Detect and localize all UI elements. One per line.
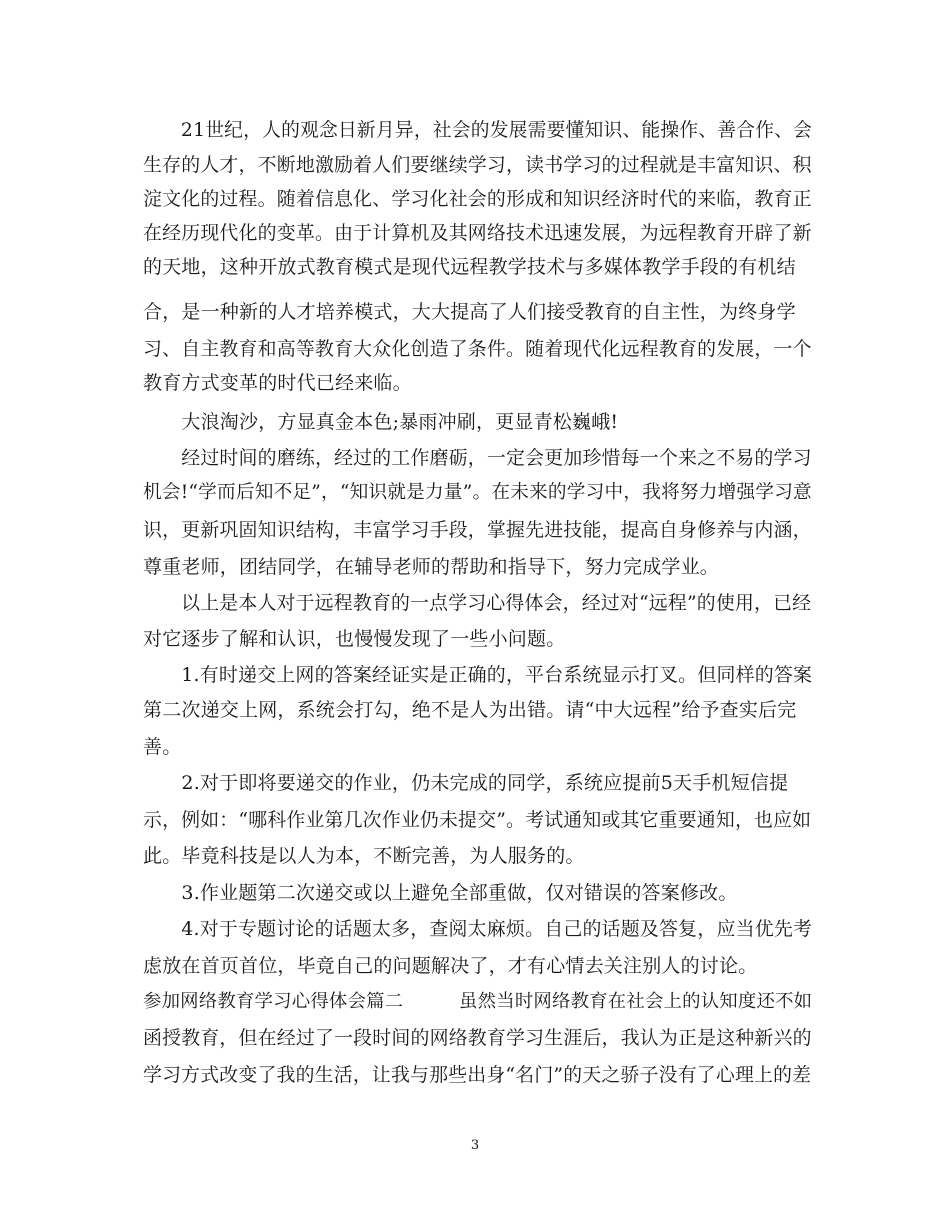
page-number: 3 <box>470 1138 480 1153</box>
text-line: 的天地，这种开放式教育模式是现代远程教学技术与多媒体教学手段的有机结 <box>143 256 796 278</box>
text-line: 合，是一种新的人才培养模式，大大提高了人们接受教育的自主性，为终身学 <box>143 301 796 323</box>
text-line: 对它逐步了解和认识，也慢慢发现了一些小问题。 <box>143 628 566 650</box>
text-line: 2.对于即将要递交的作业，仍未完成的同学，系统应提前5天手机短信提 <box>143 772 789 794</box>
text-line: 学习方式改变了我的生活，让我与那些出身“名门”的天之骄子没有了心理上的差 <box>143 1064 812 1086</box>
text-line: 大浪淘沙，方显真金本色;暴雨冲刷，更显青松巍峨! <box>143 411 619 433</box>
text-line: 以上是本人对于远程教育的一点学习心得体会，经过对“远程”的使用，已经 <box>143 592 812 614</box>
text-line: 习、自主教育和高等教育大众化创造了条件。随着现代化远程教育的发展，一个 <box>143 338 812 360</box>
text-line: 淀文化的过程。随着信息化、学习化社会的形成和知识经济时代的来临，教育正 <box>143 188 812 210</box>
text-line: 21世纪，人的观念日新月异，社会的发展需要懂知识、能操作、善合作、会 <box>143 120 813 141</box>
text-line: 第二次递交上网，系统会打勾，绝不是人为出错。请“中大远程”给予查实后完 <box>143 699 797 721</box>
text-line: 善。 <box>143 736 182 758</box>
text-line: 函授教育，但在经过了一段时间的网络教育学习生涯后，我认为正是这种新兴的 <box>143 1027 812 1049</box>
text-line: 经过时间的磨练，经过的工作磨砺，一定会更加珍惜每一个来之不易的学习 <box>143 447 812 469</box>
text-line: 尊重老师，团结同学，在辅导老师的帮助和指导下，努力完成学业。 <box>143 556 720 578</box>
text-line: 示，例如：“哪科作业第几次作业仍未提交”。考试通知或其它重要通知，也应如 <box>143 809 812 831</box>
text-line: 在经历现代化的变革。由于计算机及其网络技术迅速发展，为远程教育开辟了新 <box>143 222 812 244</box>
text-line: 生存的人才，不断地激励着人们要继续学习，读书学习的过程就是丰富知识、积 <box>143 154 812 176</box>
text-line: 1.有时递交上网的答案经证实是正确的，平台系统显示打叉。但同样的答案 <box>143 664 813 686</box>
text-line: 机会!“学而后知不足”，“知识就是力量”。在未来的学习中，我将努力增强学习意 <box>143 482 812 503</box>
text-line: 参加网络教育学习心得体会篇二 虽然当时网络教育在社会上的认知度还不如 <box>143 991 813 1012</box>
text-line: 此。毕竟科技是以人为本，不断完善，为人服务的。 <box>143 845 585 867</box>
text-line: 识，更新巩固知识结构，丰富学习手段，掌握先进技能，提高自身修养与内涵， <box>143 519 812 541</box>
text-line: 3.作业题第二次递交或以上避免全部重做，仅对错误的答案修改。 <box>143 882 738 904</box>
text-line: 虑放在首页首位，毕竟自己的问题解决了，才有心情去关注别人的讨论。 <box>143 955 758 977</box>
text-line: 教育方式变革的时代已经来临。 <box>143 372 412 394</box>
text-line: 4.对于专题讨论的话题太多，查阅太麻烦。自己的话题及答复，应当优先考 <box>143 918 813 940</box>
